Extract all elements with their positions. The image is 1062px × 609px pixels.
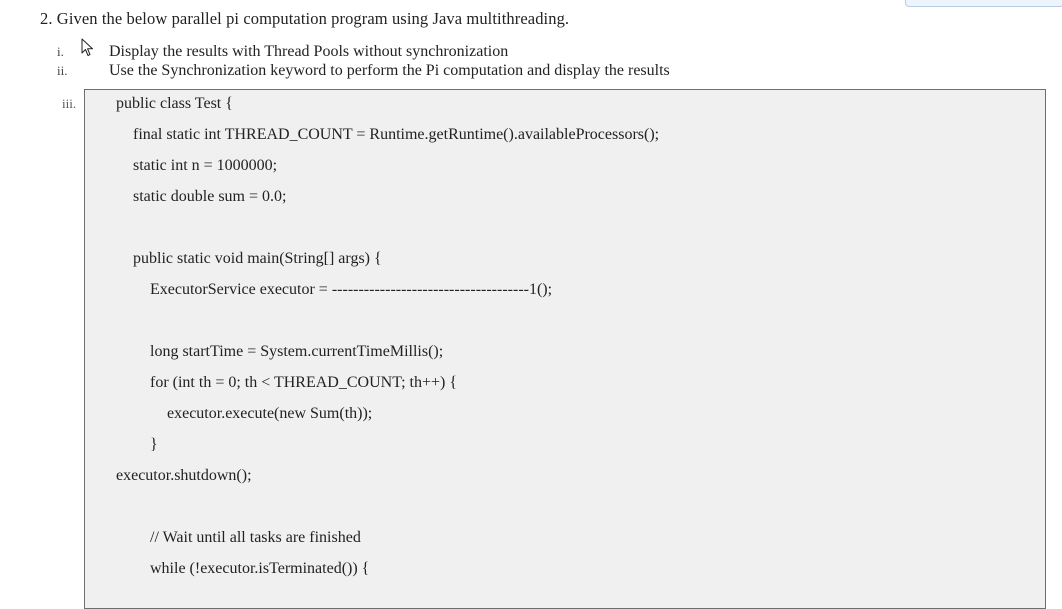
sub-item-text: Use the Synchronization keyword to perform the Pi computation and display the results	[109, 62, 670, 79]
code-line: executor.shutdown();	[116, 467, 252, 484]
code-line: public static void main(String[] args) {	[133, 250, 382, 267]
code-line: static double sum = 0.0;	[133, 188, 287, 205]
code-line: public class Test {	[116, 95, 233, 112]
code-line: for (int th = 0; th < THREAD_COUNT; th++) {	[150, 374, 458, 391]
code-block	[84, 89, 1046, 609]
question-heading: 2. Given the below parallel pi computation program using Java multithreading.	[40, 9, 570, 28]
code-line: // Wait until all tasks are finished	[150, 529, 361, 546]
sub-item-number: ii.	[57, 63, 68, 78]
code-line: final static int THREAD_COUNT = Runtime.getRuntime().availableProcessors();	[133, 126, 660, 143]
code-line: long startTime = System.currentTimeMillis();	[150, 343, 444, 360]
code-line: executor.execute(new Sum(th));	[167, 405, 373, 422]
code-line: static int n = 1000000;	[133, 157, 278, 174]
sub-item-text: Display the results with Thread Pools without synchronization	[109, 43, 509, 60]
top-window-edge	[905, 0, 1062, 7]
sub-item-iii-number: iii.	[62, 96, 77, 111]
code-line: }	[150, 436, 158, 453]
code-line: ExecutorService executor = -------------------------------------1();	[150, 281, 553, 298]
sub-item-number: i.	[57, 44, 64, 59]
code-line: while (!executor.isTerminated()) {	[150, 560, 370, 577]
mouse-cursor-icon	[81, 38, 95, 58]
